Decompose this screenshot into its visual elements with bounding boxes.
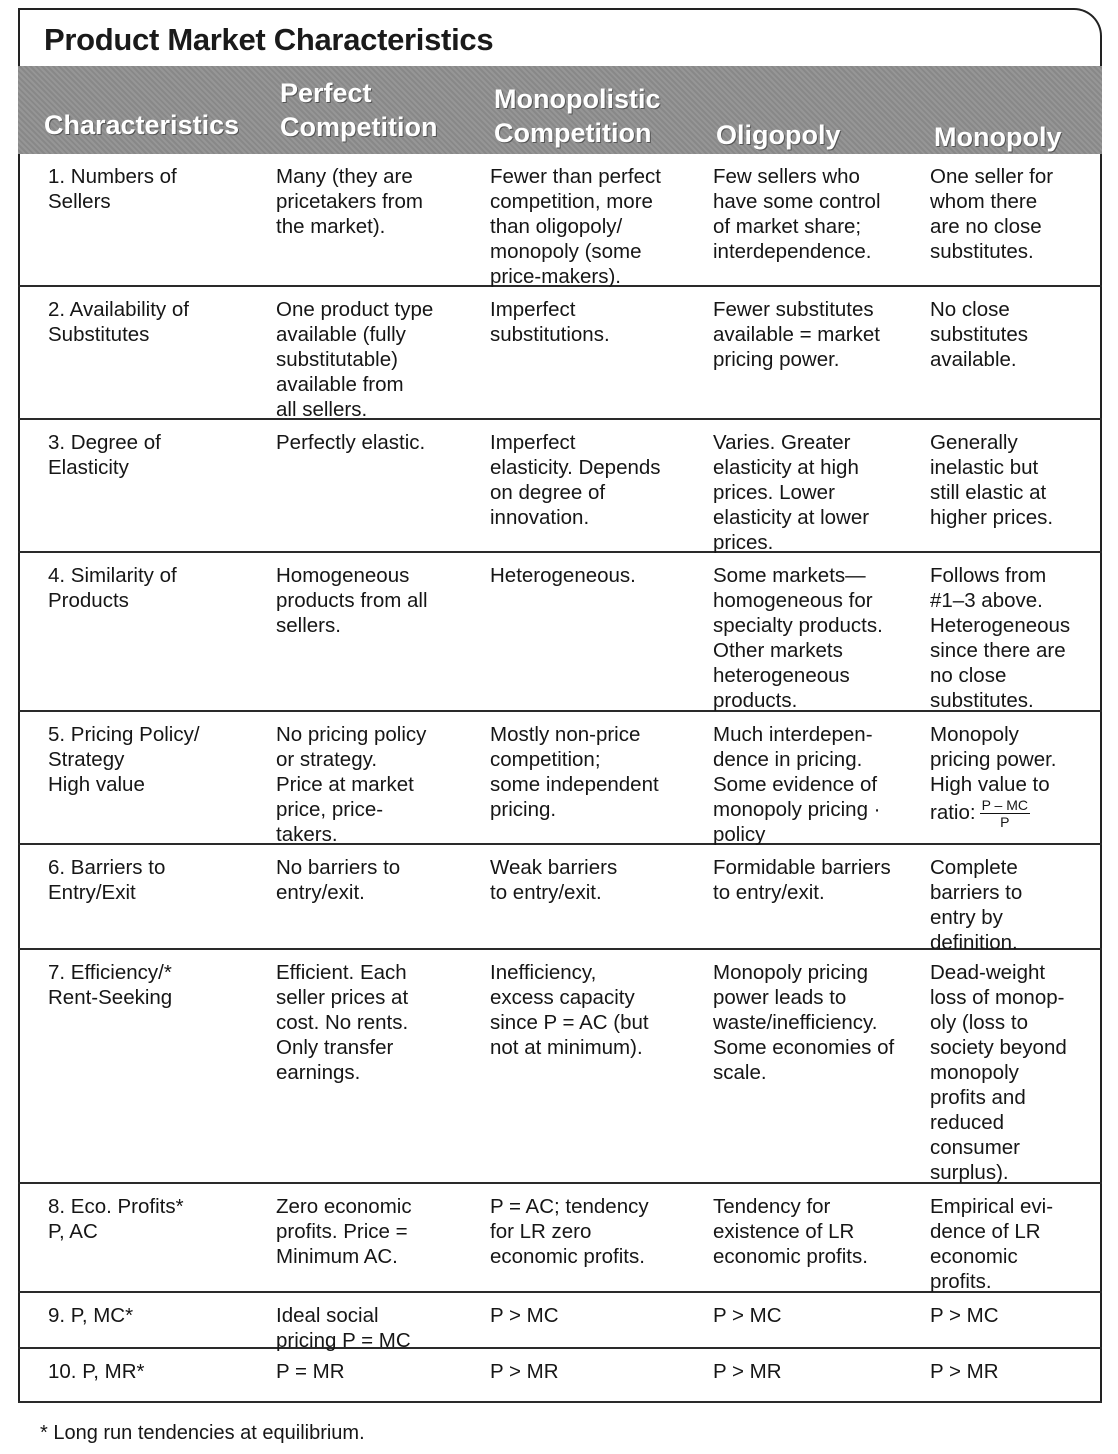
table-row	[18, 154, 1102, 287]
table-cell: Much interdepen- dence in pricing. Some evidence of monopoly pricing · policy	[713, 723, 881, 846]
table-cell: P > MC	[490, 1304, 559, 1327]
table-cell: Zero economic profits. Price = Minimum AC.	[276, 1195, 412, 1268]
table-header	[18, 66, 1102, 154]
table-cell: 1. Numbers of Sellers	[48, 165, 177, 213]
table-cell: P > MR	[930, 1360, 999, 1383]
table-cell: Few sellers who have some control of market share; interdependence.	[713, 165, 881, 263]
table-cell: 10. P, MR*	[48, 1360, 145, 1383]
table-cell: Perfectly elastic.	[276, 431, 426, 454]
table-cell: 9. P, MC*	[48, 1304, 134, 1327]
table-cell: Empirical evi- dence of LR economic profits.	[930, 1195, 1054, 1293]
table-cell: Many (they are pricetakers from the market).	[276, 165, 423, 238]
table-cell: 4. Similarity of Products	[48, 564, 177, 612]
table-cell: 7. Efficiency/* Rent-Seeking	[48, 961, 173, 1009]
footnote: * Long run tendencies at equilibrium.	[40, 1422, 365, 1444]
table-cell: Ideal social pricing P = MC	[276, 1304, 411, 1352]
table-cell: Tendency for existence of LR economic profits.	[713, 1195, 868, 1268]
table-cell: One product type available (fully substitutable) available from all sellers.	[276, 298, 434, 421]
table-cell: P > MR	[713, 1360, 782, 1383]
table-cell: Imperfect substitutions.	[490, 298, 610, 346]
table-row	[18, 712, 1102, 845]
table-row	[18, 845, 1102, 954]
table-cell: Inefficiency, excess capacity since P = AC (but not at minimum).	[490, 961, 649, 1059]
table-cell: No pricing policy or strategy. Price at market price, price- takers.	[276, 723, 427, 846]
table-row	[18, 950, 1102, 1184]
table-cell: P = MR	[276, 1360, 345, 1383]
table-cell: Monopoly pricing power. High value to ratio: $\frac{P - MC}{P}$	[930, 723, 1057, 830]
table-cell: Varies. Greater elasticity at high prices. Lower elasticity at lower prices.	[713, 431, 870, 554]
ratio-numerator: P – MC	[981, 797, 1029, 813]
table-cell: Complete barriers to entry by definition.	[930, 856, 1023, 954]
table-cell: 6. Barriers to Entry/Exit	[48, 856, 166, 904]
table-cell: Weak barriers to entry/exit.	[490, 856, 618, 904]
table-cell: No barriers to entry/exit.	[276, 856, 401, 904]
page-title: Product Market Characteristics	[44, 22, 494, 57]
table-cell: 2. Availability of Substitutes	[48, 298, 189, 346]
header-monopoly: Monopoly	[934, 122, 1062, 152]
table-cell: Formidable barriers to entry/exit.	[713, 856, 891, 904]
header-perfect-competition: Perfect Competition	[280, 78, 438, 142]
table-cell: Efficient. Each seller prices at cost. No rents. Only transfer earnings.	[276, 961, 409, 1084]
table-cell: No close substitutes available.	[930, 298, 1028, 371]
table-cell: Mostly non-price competition; some independent pricing.	[490, 723, 659, 821]
table-cell: P > MC	[713, 1304, 782, 1327]
header-oligopoly: Oligopoly	[716, 120, 841, 150]
table-cell: 8. Eco. Profits* P, AC	[48, 1195, 184, 1243]
table-cell: 3. Degree of Elasticity	[48, 431, 161, 479]
table-row	[18, 287, 1102, 420]
table-cell: Fewer than perfect competition, more than oligopoly/ monopoly (some price-makers).	[490, 165, 661, 288]
table-cell: Some markets— homogeneous for specialty products. Other markets heterogeneous products.	[713, 564, 883, 712]
table-cell: Generally inelastic but still elastic at higher prices.	[930, 431, 1054, 529]
table-cell: P = AC; tendency for LR zero economic profits.	[490, 1195, 649, 1268]
header-characteristics: Characteristics	[44, 110, 240, 140]
table-cell: P > MR	[490, 1360, 559, 1383]
table-row	[18, 420, 1102, 553]
table-cell: One seller for whom there are no close substitutes.	[930, 165, 1054, 263]
table-cell: P > MC	[930, 1304, 999, 1327]
table-cell: 5. Pricing Policy/ Strategy High value	[48, 723, 200, 796]
table-cell: Dead-weight loss of monop- oly (loss to society beyond monopoly profits and reduced consumer surplus).	[930, 961, 1067, 1184]
ratio-denominator: P	[1000, 814, 1010, 830]
table-cell: Fewer substitutes available = market pricing power.	[713, 298, 880, 371]
table-row	[18, 1349, 1102, 1403]
ratio-fraction	[980, 797, 1030, 830]
table-row	[18, 1184, 1102, 1293]
table-cell: Homogeneous products from all sellers.	[276, 564, 428, 637]
table-row	[18, 1293, 1102, 1352]
header-monopolistic-competition: Monopolistic Competition	[494, 84, 661, 148]
table-cell: Follows from #1–3 above. Heterogeneous since there are no close substitutes.	[930, 564, 1071, 712]
table-cell: Heterogeneous.	[490, 564, 636, 587]
table-row	[18, 553, 1102, 712]
table-cell: Imperfect elasticity. Depends on degree of innovation.	[490, 431, 661, 529]
table-cell: Monopoly pricing power leads to waste/inefficiency. Some economies of scale.	[713, 961, 895, 1084]
